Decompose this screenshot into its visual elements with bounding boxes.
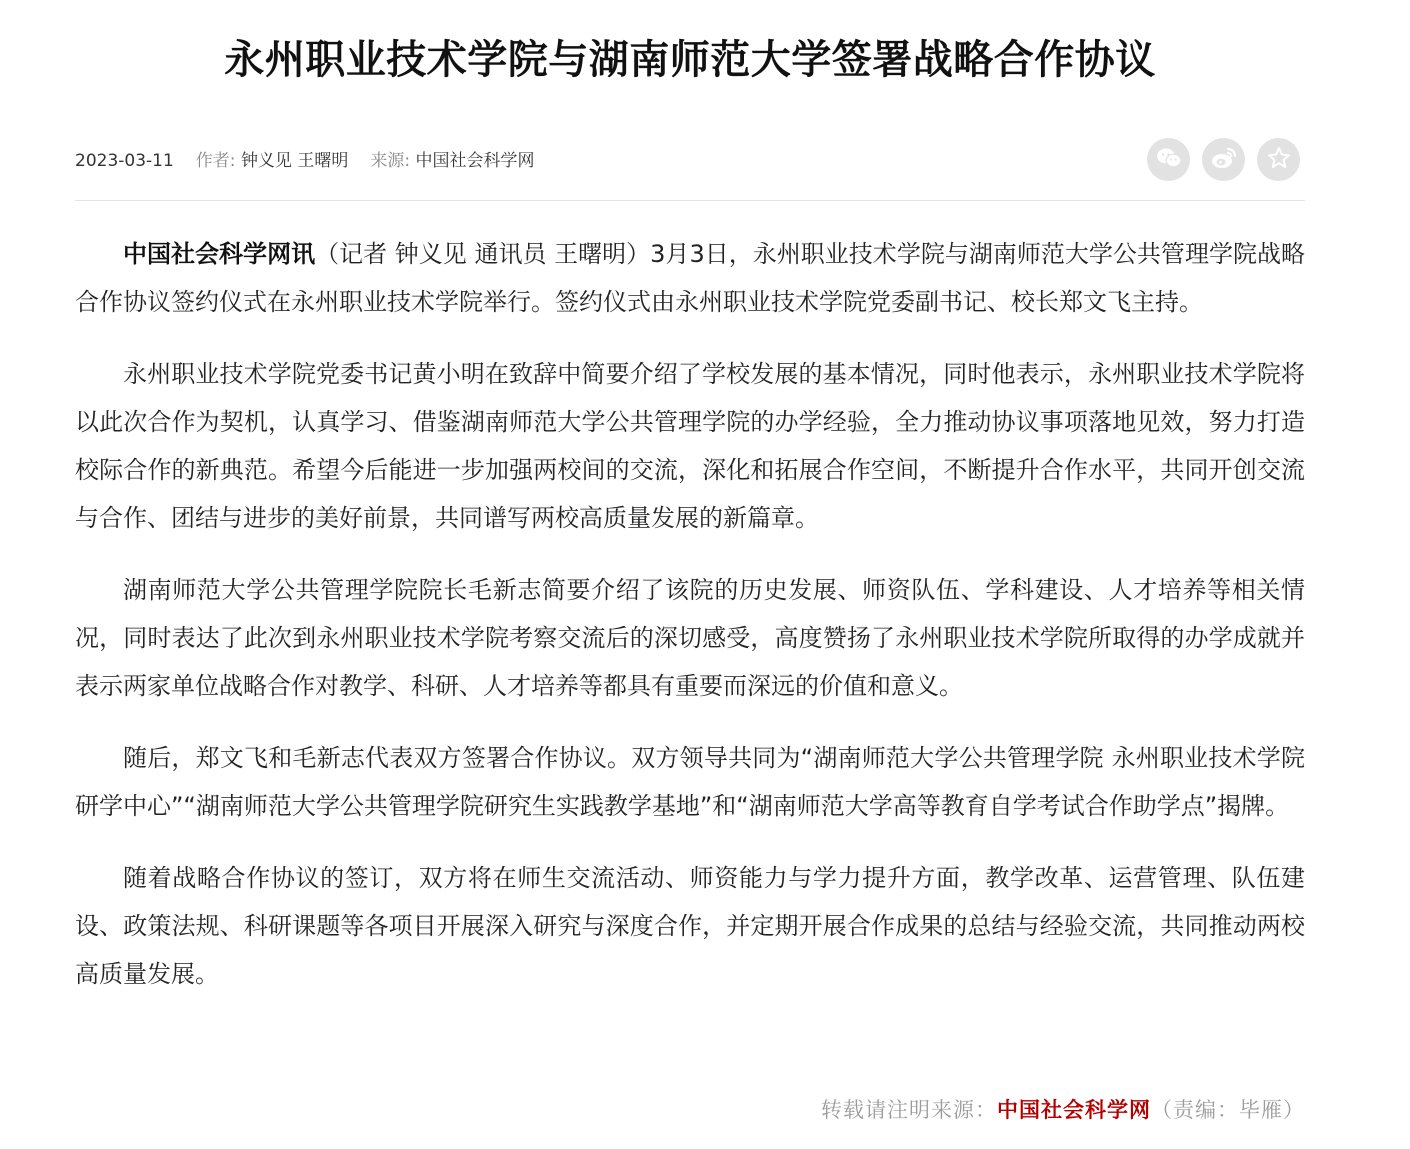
share-wechat-button[interactable] (1147, 138, 1190, 181)
editor-note: （责编：毕雁） (1151, 1098, 1305, 1122)
share-weibo-button[interactable] (1202, 138, 1245, 181)
paragraph: 湖南师范大学公共管理学院院长毛新志简要介绍了该院的历史发展、师资队伍、学科建设、人才培养等相关情况，同时表达了此次到永州职业技术学院考察交流后的深切感受，高度赞扬了永州职业技术学院所取得的办学成就并表示两家单位战略合作对教学、科研、人才培养等都具有重要而深远的价值和意义。 (75, 576, 1305, 700)
favorite-button[interactable] (1257, 138, 1300, 181)
source-name: 中国社会科学网 (415, 151, 535, 171)
meta-info (75, 150, 534, 172)
paragraph: 随后，郑文飞和毛新志代表双方签署合作协议。双方领导共同为“湖南师范大学公共管理学院 永州职业技术学院研学中心”“湖南师范大学公共管理学院研究生实践教学基地”和“湖南师范大学高等教育自学考试合作助学点”揭牌。 (75, 744, 1305, 820)
article-title: 永州职业技术学院与湖南师范大学签署战略合作协议 (224, 37, 1156, 83)
wechat-icon (1156, 147, 1182, 173)
author-name: 钟义见 王曙明 (240, 151, 349, 171)
author-label: 作者: (195, 151, 236, 171)
share-buttons (1147, 138, 1300, 181)
publish-date: 2023-03-11 (75, 151, 174, 171)
article (75, 0, 1305, 1122)
weibo-icon (1210, 146, 1238, 174)
reprint-note (821, 1094, 1305, 1124)
reprint-prefix: 转载请注明来源： (821, 1098, 997, 1122)
article-body (75, 230, 1305, 1022)
source-label: 来源: (370, 151, 411, 171)
paragraph: 永州职业技术学院党委书记黄小明在致辞中简要介绍了学校发展的基本情况，同时他表示，永州职业技术学院将以此次合作为契机，认真学习、借鉴湖南师范大学公共管理学院的办学经验，全力推动协议事项落地见效，努力打造校际合作的新典范。希望今后能进一步加强两校间的交流，深化和拓展合作空间，不断提升合作水平，共同开创交流与合作、团结与进步的美好前景，共同谱写两校高质量发展的新篇章。 (75, 360, 1305, 532)
paragraph (75, 230, 1305, 326)
paragraph-text: （记者 钟义见 通讯员 王曙明）3月3日，永州职业技术学院与湖南师范大学公共管理学院战略合作协议签约仪式在永州职业技术学院举行。签约仪式由永州职业技术学院党委副书记、校长郑文飞主持。 (75, 240, 1305, 316)
article-meta (75, 138, 1305, 201)
news-lead: 中国社会科学网讯 (123, 240, 316, 268)
star-icon (1267, 146, 1291, 174)
reprint-source-link[interactable]: 中国社会科学网 (997, 1097, 1151, 1122)
paragraph: 随着战略合作协议的签订，双方将在师生交流活动、师资能力与学力提升方面，教学改革、运营管理、队伍建设、政策法规、科研课题等各项目开展深入研究与深度合作，并定期开展合作成果的总结与经验交流，共同推动两校高质量发展。 (75, 864, 1305, 988)
